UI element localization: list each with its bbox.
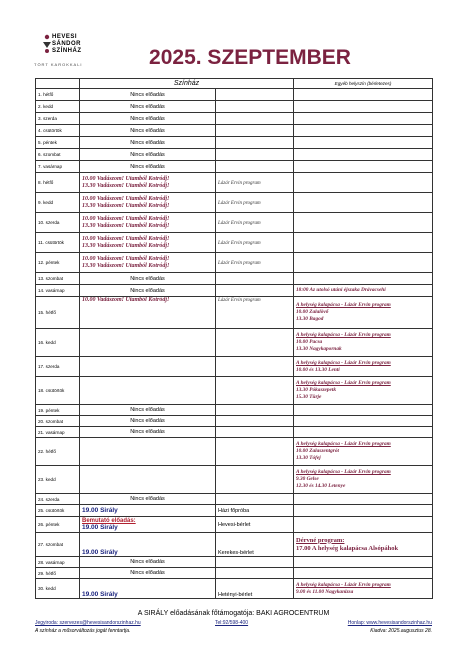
sponsor-line: A SIRÁLY előadásának főtámogatója: BAKI AGROCENTRUM: [137, 610, 330, 617]
table-row: 22. hétfő A helység kalapácsa - Lázár Ervin program 10.00 Zalaszentgrót 13.30 Tófej: [36, 438, 433, 466]
logo-tagline: TÖRT KAROKKALI: [34, 62, 83, 67]
phone-link[interactable]: Tel:92/598-400: [215, 620, 249, 626]
table-row: 17. szerda A helység kalapácsa - Lázár Ervin program 10.00 és 13.30 Lenti: [36, 357, 433, 377]
table-row: 21. vasárnap Nincs előadás: [36, 427, 433, 438]
table-row: 13. szombat Nincs előadás: [36, 273, 433, 285]
table-row: 26. péntek Bemutató előadás: 19.00 Sirály Hevesi-bérlet: [36, 517, 433, 533]
table-row: 23. kedd A helység kalapácsa - Lázár Ervin program 9.30 Gelse 12.30 és 14.30 Letenye: [36, 466, 433, 494]
table-row: 25. csütörtök 19.00 Sirály Házi főpróba: [36, 505, 433, 517]
table-row: 11. csütörtök 10.00 Vadászom! Utamból Kotródj! 13.30 Vadászom! Utamból Kotródj! Lázár Ervin program: [36, 233, 433, 253]
header-other-venue: Egyéb helyszín (bérletezes): [294, 79, 433, 89]
table-row: 14. vasárnap Nincs előadás 18:00 Az utolsó utáni éjszaka Drávacsehi: [36, 285, 433, 297]
table-row: 16. kedd A helység kalapácsa - Lázár Ervin program 10.00 Pacsa 13.30 Nagykapornak: [36, 329, 433, 357]
table-row: 4. csütörtök Nincs előadás: [36, 125, 433, 137]
table-row: 6. szombat Nincs előadás: [36, 149, 433, 161]
table-row: 20. szombat Nincs előadás: [36, 416, 433, 427]
table-row: 15. hétfő 10.00 Vadászom! Utamból Kotródj! Lázár Ervin program A helység kalapácsa - Lázár Ervin program 10.00 Zalalövő 13.30 Bagod: [36, 297, 433, 329]
table-row: 9. kedd 10.00 Vadászom! Utamból Kotródj! 13.30 Vadászom! Utamból Kotródj! Lázár Ervin program: [36, 193, 433, 213]
logo-line-3: SZÍNHÁZ: [52, 48, 82, 54]
ticket-office-email-link[interactable]: Jegyiroda: szervezes@hevesisandorszinhaz.hu: [35, 620, 141, 626]
logo-line-2: SÁNDOR: [52, 41, 82, 47]
schedule-table: [35, 78, 433, 599]
issue-date: Kiadva: 2025.augusztus 28.: [370, 628, 432, 634]
page-title: 2025. SZEPTEMBER: [149, 46, 351, 69]
table-row: 7. vasárnap Nincs előadás: [36, 161, 433, 173]
table-row: 19. péntek Nincs előadás: [36, 405, 433, 416]
table-row: 8. hétfő 10.00 Vadászom! Utamból Kotródj! 13.30 Vadászom! Utamból Kotródj! Lázár Ervin program: [36, 173, 433, 193]
table-row: 5. péntek Nincs előadás: [36, 137, 433, 149]
table-row: 30. kedd 19.00 Sirály Hetényi-bérlet A helység kalapácsa - Lázár Ervin program 9.00 és 11.00 Nagykanizsa: [36, 579, 433, 599]
logo-line-1: HEVESI: [52, 34, 78, 40]
table-row: 12. péntek 10.00 Vadászom! Utamból Kotródj! 13.30 Vadászom! Utamból Kotródj! Lázár Ervin program: [36, 253, 433, 273]
table-row: 24. szerda Nincs előadás: [36, 494, 433, 505]
table-row: 18. csütörtök A helység kalapácsa - Lázár Ervin program 13.30 Pókaszepetk 15.30 Türje: [36, 377, 433, 405]
table-row: 29. hétfő Nincs előadás: [36, 568, 433, 579]
table-row: 28. vasárnap Nincs előadás: [36, 557, 433, 568]
rights-note: A színház a műsorváltozás jogát fenntartja.: [35, 628, 131, 634]
website-link[interactable]: Honlap: www.hevesisandorszinhaz.hu: [347, 620, 432, 626]
header-theatre: Színház: [80, 79, 294, 89]
header-day: [36, 79, 80, 89]
table-row: 27. szombat 19.00 Sirály Kerekes-bérlet Dérvné program: 17.00 A helység kalapácsa Alsópáhok: [36, 533, 433, 557]
table-row: 10. szerda 10.00 Vadászom! Utamból Kotródj! 13.30 Vadászom! Utamból Kotródj! Lázár Ervin program: [36, 213, 433, 233]
table-row: 1. hétfő Nincs előadás: [36, 89, 433, 101]
table-row: 3. szerda Nincs előadás: [36, 113, 433, 125]
table-row: 2. kedd Nincs előadás: [36, 101, 433, 113]
table-header-row: [36, 79, 433, 89]
